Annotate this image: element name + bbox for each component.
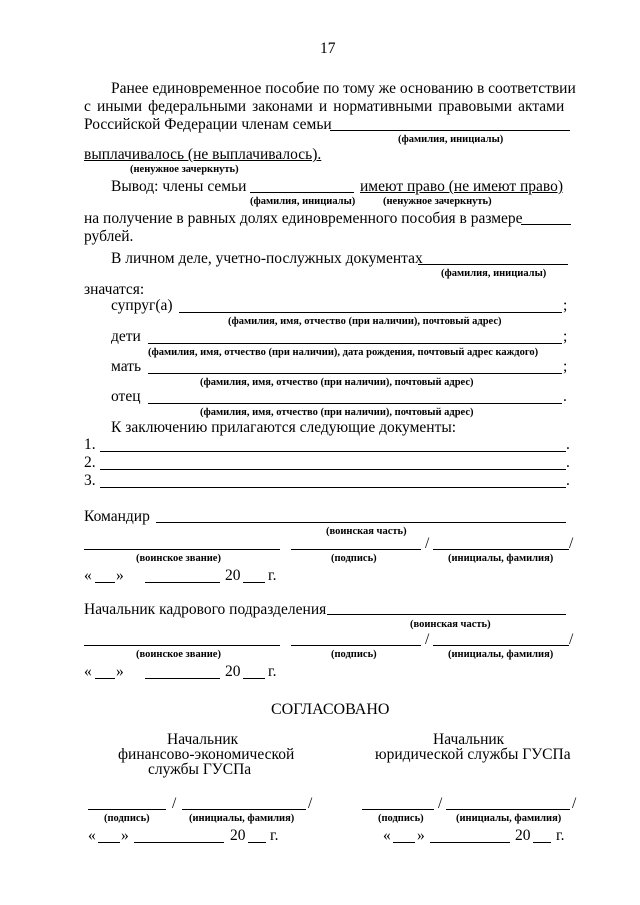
commander-hint-unit: (воинская часть) [326,526,407,537]
commander-quote-open: « [84,567,92,584]
hr-slash-1: / [425,631,430,648]
approved-left-year-line[interactable] [248,842,266,843]
conclusion-right: имеют право (не имеют право) [360,178,564,195]
hr-quote-open: « [84,663,92,680]
approved-right-l2: юридической службы ГУСПа [375,746,571,763]
approved-right-hint-name: (инициалы, фамилия) [456,813,562,824]
children-label: дети [111,328,141,345]
father-label: отец [111,388,141,405]
hr-hint-sign: (подпись) [331,649,377,660]
spouse-label: супруг(а) [111,297,173,314]
mother-line[interactable] [148,373,562,374]
commander-label: Командир [84,508,150,525]
hint-strike-1: (ненужное зачеркнуть) [130,164,239,175]
approved-right-l1: Начальник [433,731,505,748]
attachment-end-2: . [566,454,570,471]
approved-right-slash-1: / [438,795,443,812]
approved-right-quote-close: » [417,827,425,844]
approved-left-l3: службы ГУСПа [148,761,252,778]
approved-left-quote-open: « [88,827,96,844]
commander-sign-line[interactable] [291,549,421,550]
attachment-num-1: 1. [84,436,96,453]
commander-year-g: г. [268,567,277,584]
listed-label: значатся: [84,281,145,298]
attachment-end-1: . [566,436,570,453]
approved-left-day-line[interactable] [98,842,120,843]
approved-right-slash-2: / [572,795,577,812]
hr-hint-unit: (воинская часть) [410,619,491,630]
p1-line3: Российской Федерации членам семьи [84,116,332,133]
attachment-line-1[interactable] [100,451,566,452]
approved-left-sign-line[interactable] [88,809,166,810]
commander-slash-2: / [569,535,574,552]
page-number: 17 [320,40,336,57]
approved-right-hint-sign: (подпись) [378,813,424,824]
mother-label: мать [111,358,142,375]
p1-line1: Ранее единовременное пособие по тому же основанию в соответствии [111,80,576,97]
hr-head-label: Начальник кадрового подразделения [84,601,327,618]
hr-hint-name: (инициалы, фамилия) [448,649,554,660]
hr-name-line[interactable] [433,645,569,646]
spouse-hint: (фамилия, имя, отчество (при наличии), почтовый адрес) [228,316,502,327]
commander-rank-line[interactable] [84,549,280,550]
conclusion-lead: Вывод: члены семьи [111,178,247,195]
approved-left-name-line[interactable] [182,809,306,810]
approved-title: СОГЛАСОВАНО [271,701,390,718]
approved-right-name-line[interactable] [446,809,570,810]
hr-year-line[interactable] [243,678,265,679]
conclusion-line2: на получение в равных долях единовременного пособия в размере [84,210,523,227]
commander-hint-rank: (воинское звание) [136,553,221,564]
father-line[interactable] [148,403,562,404]
approved-left-hint-sign: (подпись) [104,813,150,824]
approved-right-month-line[interactable] [430,842,510,843]
approved-left-slash-2: / [308,795,313,812]
commander-name-line[interactable] [433,549,569,550]
hr-sign-line[interactable] [291,645,421,646]
spouse-line[interactable] [179,312,562,313]
hr-year-prefix: 20 [225,663,241,680]
commander-year-prefix: 20 [225,567,241,584]
approved-left-month-line[interactable] [134,842,224,843]
commander-hint-sign: (подпись) [331,553,377,564]
commander-day-line[interactable] [95,582,115,583]
attachment-line-3[interactable] [100,487,566,488]
hr-slash-2: / [569,631,574,648]
commander-unit-line[interactable] [156,522,566,523]
approved-right-sign-line[interactable] [362,809,434,810]
personal-file-name-line[interactable] [418,264,568,265]
approved-left-hint-name: (инициалы, фамилия) [189,813,295,824]
conclusion-family-line[interactable] [250,192,354,193]
approved-right-year-line[interactable] [533,842,551,843]
personal-file-line: В личном деле, учетно-послужных документах [111,250,423,267]
hr-unit-line[interactable] [327,614,566,615]
hint-strike-2: (ненужное зачеркнуть) [383,196,492,207]
approved-left-year-prefix: 20 [230,827,246,844]
hr-hint-rank: (воинское звание) [136,649,221,660]
spouse-end: ; [563,297,568,314]
children-hint: (фамилия, имя, отчество (при наличии), дата рождения, почтовый адрес каждого) [148,347,539,358]
approved-left-slash-1: / [172,795,177,812]
approved-right-year-prefix: 20 [515,827,531,844]
attachments-title: К заключению прилагаются следующие документы: [111,419,457,436]
hint-family-2: (фамилия, инициалы) [250,196,356,207]
commander-slash-1: / [425,535,430,552]
children-end: ; [563,328,568,345]
amount-line[interactable] [521,224,571,225]
hr-day-line[interactable] [95,678,115,679]
approved-left-quote-close: » [121,827,129,844]
approved-left-l1: Начальник [167,731,239,748]
hr-year-g: г. [268,663,277,680]
hint-family-3: (фамилия, инициалы) [441,268,547,279]
mother-hint: (фамилия, имя, отчество (при наличии), почтовый адрес) [200,377,474,388]
attachment-num-2: 2. [84,454,96,471]
commander-quote-close: » [116,567,124,584]
children-line[interactable] [148,343,562,344]
approved-left-year-g: г. [270,827,279,844]
approved-left-l2: финансово-экономической [118,746,295,763]
p1-line2: с иными федеральными законами и нормативными правовыми актами [84,98,565,115]
hint-family-1: (фамилия, инициалы) [398,134,504,145]
approved-right-quote-open: « [383,827,391,844]
commander-month-line[interactable] [145,582,220,583]
attachment-line-2[interactable] [100,469,566,470]
attachment-end-3: . [566,472,570,489]
approved-right-day-line[interactable] [393,842,415,843]
hr-quote-close: » [116,663,124,680]
commander-year-line[interactable] [243,582,265,583]
approved-right-year-g: г. [556,827,565,844]
attachment-num-3: 3. [84,472,96,489]
father-hint: (фамилия, имя, отчество (при наличии), почтовый адрес) [200,407,474,418]
commander-hint-name: (инициалы, фамилия) [448,553,554,564]
hr-rank-line[interactable] [84,645,280,646]
hr-month-line[interactable] [145,678,220,679]
mother-end: ; [563,358,568,375]
paid-status: выплачивалось (не выплачивалось). [84,146,322,163]
family-members-line[interactable] [330,130,570,131]
conclusion-line3: рублей. [84,228,134,245]
father-end: . [563,388,567,405]
